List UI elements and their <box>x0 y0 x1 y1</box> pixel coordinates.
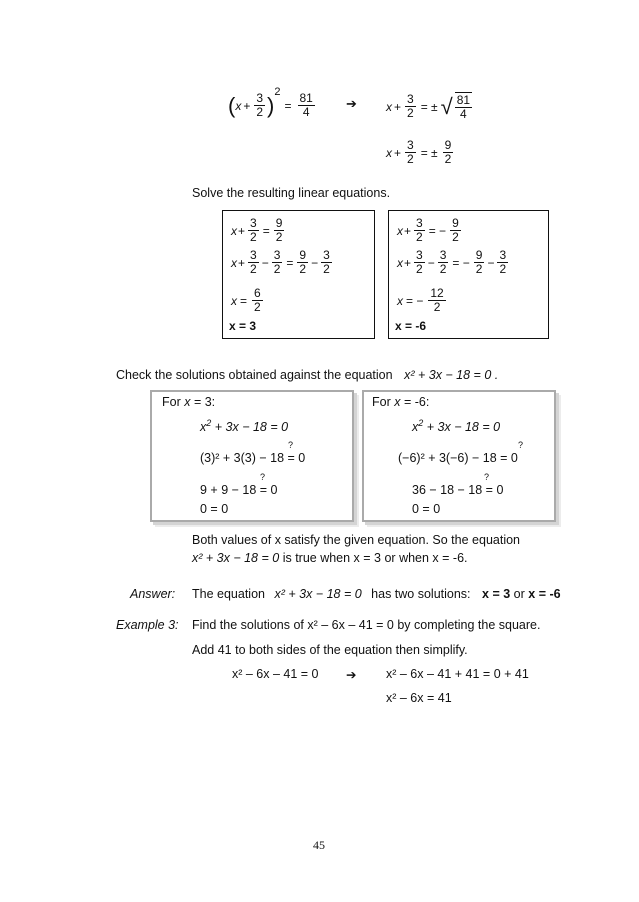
check-left-line3: 9 + 9 − 18 = 0 <box>200 483 278 497</box>
example3-eq-right-1: x² – 6x – 41 + 41 = 0 + 41 <box>386 667 529 681</box>
fraction: $\frac{81}{4}$ <box>299 91 313 119</box>
check-box-right: For x = -6: $x^2 + 3x - 18 = 0$ ? (−6)² + 3(−6) − 18 = 0 ? 36 − 18 − 18 = 0 0 = 0 <box>362 390 556 522</box>
check-left-line1: $x^2 + 3x - 18 = 0$ <box>200 418 289 435</box>
solution-box-right: x + $\frac{3}{2}$ = − $\frac{9}{2}$ x + $\frac{3}{2}$ − $\frac{3}{2}$ = − $\frac{9}{2}$ − $\frac{3}{2}$ x = − $\frac{12}{2}$ x = -6 <box>388 210 549 339</box>
example3-instruction: Add 41 to both sides of the equation then simplify. <box>192 643 468 657</box>
example3-label: Example 3: <box>116 618 179 632</box>
result-left: x = 3 <box>229 319 257 333</box>
example3-eq-right-2: x² – 6x = 41 <box>386 691 452 705</box>
check-left-title: For x = 3: <box>162 395 216 409</box>
conclusion-line1: Both values of x satisfy the given equation. So the equation <box>192 533 520 547</box>
check-right-line4: 0 = 0 <box>412 502 441 516</box>
arrow-icon: ➔ <box>346 668 357 682</box>
check-right-line2: (−6)² + 3(−6) − 18 = 0 <box>398 451 518 465</box>
check-right-line1: $x^2 + 3x - 18 = 0$ <box>412 418 501 435</box>
conclusion-line2: x² + 3x − 18 = 0 is true when x = 3 or when x = -6. <box>192 551 468 565</box>
check-right-line3: 36 − 18 − 18 = 0 <box>412 483 504 497</box>
right-equation-1: x + $\frac{3}{2}$ = ± √ $\frac{81}{4}$ <box>386 92 471 121</box>
example3-text: Find the solutions of x² – 6x – 41 = 0 by completing the square. <box>192 618 541 632</box>
solution-box-left: x + $\frac{3}{2}$ = $\frac{9}{2}$ x + $\frac{3}{2}$ − $\frac{3}{2}$ = $\frac{9}{2}$ − $\frac{3}{2}$ x = $\frac{6}{2}$ x = 3 <box>222 210 375 339</box>
result-right: x = -6 <box>395 319 427 333</box>
check-instruction: Check the solutions obtained against the equation x² + 3x − 18 = 0 . <box>116 368 499 382</box>
page-number: 45 <box>313 838 325 852</box>
check-left-line2: (3)² + 3(3) − 18 = 0 <box>200 451 306 465</box>
left-equation: ( x + $\frac{3}{2}$ ) 2 = $\frac{81}{4}$ <box>228 85 313 119</box>
solve-instruction: Solve the resulting linear equations. <box>192 186 391 200</box>
check-box-left: For x = 3: $x^2 + 3x - 18 = 0$ ? (3)² + 3(3) − 18 = 0 ? 9 + 9 − 18 = 0 0 = 0 <box>150 390 354 522</box>
check-right-title: For x = -6: <box>372 395 430 409</box>
answer-label: Answer: <box>130 587 176 601</box>
fraction: $\frac{3}{2}$ <box>256 91 264 119</box>
answer-text: The equation x² + 3x − 18 = 0 has two solutions: x = 3 or x = -6 <box>192 587 561 601</box>
check-left-line4: 0 = 0 <box>200 502 229 516</box>
arrow-icon: ➔ <box>346 96 357 111</box>
example3-eq-left: x² – 6x – 41 = 0 <box>232 667 319 681</box>
right-equation-2: x + $\frac{3}{2}$ = ± $\frac{9}{2}$ <box>386 138 452 166</box>
